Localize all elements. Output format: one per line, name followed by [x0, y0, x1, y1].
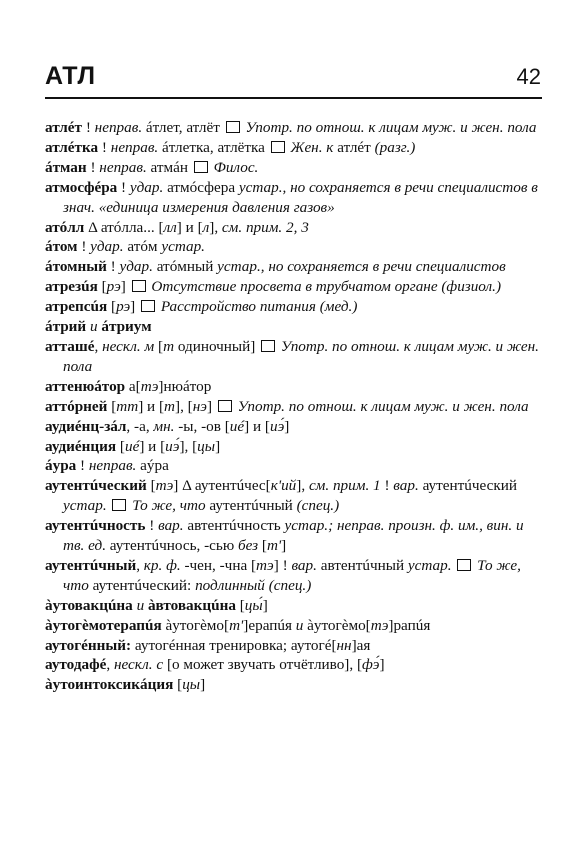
- usage-note: устар.: [63, 497, 107, 515]
- entry-text: ]: [200, 676, 206, 694]
- entry-text: атóмный: [152, 258, 218, 276]
- entry-text: ]нюáтор: [158, 377, 212, 395]
- dictionary-entry: [45, 218, 542, 238]
- usage-note: т: [163, 337, 175, 355]
- usage-note: без: [237, 537, 259, 555]
- headword: атмосфéра: [45, 178, 118, 196]
- usage-note: нэ: [192, 397, 207, 415]
- usage-note: устар.; неправ. произн. ф. им., вин. и тв. ед.: [63, 517, 524, 555]
- dictionary-entry: [45, 397, 542, 417]
- entry-text: [: [154, 337, 164, 355]
- entry-text: ]: [379, 656, 385, 674]
- headword-variant: àвтовакцúна: [147, 596, 236, 614]
- entry-text: [: [116, 437, 125, 455]
- entry-text: ] и [: [176, 218, 203, 236]
- entry-text: !: [380, 477, 394, 495]
- headword: атрепсúя: [45, 298, 108, 316]
- usage-note: Жен. к: [286, 138, 338, 156]
- headword: àутогèмотерапúя: [45, 616, 162, 634]
- usage-note: л: [202, 218, 210, 236]
- usage-note: Расстройство питания (мед.): [157, 298, 358, 316]
- entry-text: ], [: [179, 437, 198, 455]
- entry-text: ],: [209, 218, 222, 236]
- dictionary-entry: [45, 237, 542, 257]
- headword: атлéт: [45, 119, 83, 136]
- usage-note: фэ́: [362, 656, 380, 674]
- entry-text: атмóсфера: [163, 178, 239, 196]
- headword: атлéтка: [45, 138, 99, 156]
- usage-note: неправ.: [110, 138, 159, 156]
- usage-note: тэ: [155, 477, 174, 495]
- definition-marker-icon: [112, 499, 126, 511]
- entry-text: аутентúчный: [209, 497, 293, 515]
- dictionary-entry: [45, 297, 542, 317]
- headword: атрезúя: [45, 278, 98, 296]
- entry-text: атмáн: [146, 158, 192, 176]
- headword: áтман: [45, 158, 87, 176]
- headword: àутоинтоксикáция: [45, 676, 174, 694]
- entry-text: ]: [206, 397, 216, 415]
- usage-note: неправ.: [99, 158, 147, 176]
- dictionary-entry: [45, 596, 542, 616]
- entry-text: ,: [94, 337, 103, 355]
- usage-note: тэ: [370, 616, 389, 634]
- entry-text: а[: [125, 377, 141, 395]
- entry-text: [: [97, 278, 107, 296]
- dictionary-entry: [45, 456, 542, 476]
- entry-text: , -а,: [126, 417, 154, 435]
- headword: аудиéнция: [45, 437, 117, 455]
- dictionary-entry: [45, 118, 542, 138]
- definition-marker-icon: [218, 400, 232, 412]
- entry-text: ,: [136, 556, 144, 574]
- entry-text: аутентúческий:: [92, 576, 196, 594]
- usage-note: (спец.): [292, 497, 340, 515]
- headword: аутентúческий: [45, 477, 147, 495]
- usage-note: То же, что: [128, 497, 210, 515]
- usage-note: Филос.: [209, 158, 259, 176]
- dictionary-entry: [45, 556, 542, 596]
- usage-note: цы: [182, 676, 201, 694]
- entry-text: автентúчность: [183, 517, 285, 535]
- entry-text: [: [107, 298, 117, 316]
- dictionary-entry: [45, 636, 542, 656]
- entry-text: [: [146, 477, 156, 495]
- definition-marker-icon: [132, 280, 146, 292]
- usage-note: и: [86, 318, 102, 336]
- usage-note: цы́: [244, 596, 263, 614]
- dictionary-entry: [45, 437, 542, 457]
- dictionary-entry: [45, 337, 542, 377]
- usage-note: нн: [336, 636, 352, 654]
- usage-note: мн.: [153, 417, 175, 435]
- entry-text: àутогèмо[: [303, 616, 371, 634]
- usage-note: удар.: [129, 178, 164, 196]
- usage-note: неправ.: [88, 457, 137, 475]
- dictionary-entry: [45, 516, 542, 556]
- dictionary-entry: [45, 675, 542, 695]
- header-divider: [45, 97, 542, 99]
- entry-text: àутогèмо[: [161, 616, 230, 634]
- usage-note: То же, что: [63, 556, 521, 594]
- header-guide-word: АТЛ: [45, 62, 96, 90]
- usage-note: иé: [229, 417, 245, 435]
- headword: аттенюáтор: [45, 377, 126, 395]
- definition-marker-icon: [141, 300, 155, 312]
- usage-note: устар., но сохраняется в речи специалистов: [217, 258, 506, 276]
- definition-marker-icon: [226, 121, 240, 133]
- entry-text: атóм: [123, 238, 162, 256]
- definition-marker-icon: [457, 559, 471, 571]
- usage-note: нескл. м: [102, 337, 155, 355]
- definition-marker-icon: [261, 340, 275, 352]
- headword-variant: áтриум: [101, 318, 152, 336]
- headword: áура: [45, 457, 77, 475]
- entry-text: ] и [: [139, 437, 166, 455]
- usage-note: иé: [124, 437, 140, 455]
- entry-text: !: [106, 258, 120, 276]
- usage-note: удар.: [119, 258, 153, 276]
- usage-note: устар.: [161, 238, 205, 256]
- entry-text: аутентúческий: [418, 477, 518, 495]
- usage-note: тэ: [140, 377, 159, 395]
- page-number: 42: [516, 64, 541, 89]
- dictionary-entry: [45, 138, 542, 158]
- entry-text: аýра: [136, 457, 169, 475]
- entry-text: ,: [106, 656, 114, 674]
- headword: аутогéнный:: [45, 636, 132, 654]
- usage-note: т: [164, 397, 176, 415]
- headword: àутовакцúна: [45, 596, 133, 614]
- usage-note: и: [132, 596, 148, 614]
- entry-text: ]: [284, 417, 290, 435]
- headword: аутентúчный: [45, 556, 137, 574]
- entry-text: атлéт: [337, 138, 371, 156]
- usage-note: подлинный (спец.): [195, 576, 312, 594]
- usage-note: кр. ф.: [143, 556, 181, 574]
- usage-note: удар.: [90, 238, 124, 256]
- headword: атташé: [45, 337, 95, 355]
- entry-text: !: [77, 238, 91, 256]
- usage-note: лл: [163, 218, 177, 236]
- headword: аудиéнц-зáл: [45, 417, 127, 435]
- entry-text: !: [82, 119, 95, 136]
- dictionary-entry: [45, 655, 542, 675]
- usage-note: тт: [116, 397, 139, 415]
- headword: áтрий: [45, 318, 87, 336]
- headword: атóлл: [45, 218, 85, 236]
- usage-note: и: [295, 616, 304, 634]
- usage-note: (разг.): [370, 138, 416, 156]
- dictionary-entry: [45, 476, 542, 516]
- entry-text: [: [235, 596, 245, 614]
- usage-note: вар.: [158, 517, 184, 535]
- headword: аттóрней: [45, 397, 108, 415]
- entry-text: [: [173, 676, 183, 694]
- headword: áтом: [45, 238, 78, 256]
- running-header: [45, 62, 541, 96]
- usage-note: вар.: [393, 477, 419, 495]
- usage-note: т': [266, 537, 282, 555]
- definition-marker-icon: [271, 141, 285, 153]
- usage-note: т': [229, 616, 244, 634]
- entry-text: ]: [281, 537, 287, 555]
- entry-text: [452, 557, 456, 574]
- entry-text: ]: [130, 298, 140, 316]
- entry-text: ]: [262, 596, 268, 614]
- entry-text: Δ атóлла... [: [84, 218, 164, 236]
- usage-note: нескл. с: [113, 656, 164, 674]
- dictionary-entry: [45, 317, 542, 337]
- usage-note: цы: [197, 437, 216, 455]
- usage-note: Отсутствие просвета в трубчатом органе (физиол.): [147, 278, 502, 296]
- usage-note: см. прим. 2, 3: [221, 218, 309, 236]
- usage-note: устар., но сохраняется в речи специалистов в знач. «единица измерения давления газов»: [63, 178, 538, 216]
- headword: áтомный: [45, 258, 107, 276]
- entry-text: ]ая: [351, 636, 371, 654]
- entry-text: [: [258, 537, 267, 555]
- entry-text: ]: [215, 437, 221, 455]
- entry-text: -чен, -чна [: [180, 556, 257, 574]
- entry-text: ] и [: [244, 417, 270, 435]
- entry-text: [о может звучать отчётливо], [: [163, 656, 363, 674]
- usage-note: Употр. по отнош. к лицам муж. и жен. пола: [63, 337, 539, 375]
- dictionary-entry: [45, 377, 542, 397]
- entry-text: áтлет, атлёт: [142, 119, 224, 136]
- headword: аутодафé: [45, 656, 107, 674]
- usage-note: Употр. по отнош. к лицам муж. и жен. пола: [241, 119, 537, 136]
- usage-note: иэ́: [269, 417, 285, 435]
- entry-text: ], [: [175, 397, 193, 415]
- entry-text: ] !: [273, 556, 292, 574]
- entry-text: аутогéнная тренировка; аутогé[: [131, 636, 337, 654]
- usage-note: рэ: [116, 298, 131, 316]
- entry-text: ] и [: [138, 397, 165, 415]
- usage-note: иэ́: [165, 437, 180, 455]
- entry-text: !: [98, 138, 111, 156]
- usage-note: см. прим. 1: [308, 477, 381, 495]
- headword: аутентúчность: [45, 517, 146, 535]
- dictionary-entry: [45, 257, 542, 277]
- entry-text: ]ерапúя: [243, 616, 296, 634]
- entry-text: [107, 497, 111, 514]
- entry-text: автентúчный: [316, 556, 408, 574]
- usage-note: устар.: [407, 556, 452, 574]
- entry-text: аутентúчнось, -сью: [106, 537, 238, 555]
- dictionary-entry: [45, 277, 542, 297]
- dictionary-entry: [45, 616, 542, 636]
- entry-text: ]рапúя: [388, 616, 431, 634]
- entry-text: -ы, -ов [: [174, 417, 230, 435]
- entry-text: одиночный]: [174, 337, 260, 355]
- dictionary-entry: [45, 178, 542, 218]
- entry-text: !: [76, 457, 89, 475]
- usage-note: Употр. по отнош. к лицам муж. и жен. пола: [233, 397, 529, 415]
- dictionary-entry: [45, 158, 542, 178]
- entry-text: ] Δ аутентúчес[: [173, 477, 271, 495]
- dictionary-entry: [45, 417, 542, 437]
- usage-note: неправ.: [94, 119, 143, 136]
- usage-note: рэ: [106, 278, 121, 296]
- dictionary-entries: [45, 118, 542, 695]
- entry-text: ]: [120, 278, 130, 296]
- entry-text: áтлетка, атлётка: [158, 138, 269, 156]
- entry-text: !: [117, 178, 130, 196]
- usage-note: к'ий: [270, 477, 297, 495]
- entry-text: [: [107, 397, 117, 415]
- entry-text: !: [145, 517, 159, 535]
- entry-text: !: [86, 158, 100, 176]
- usage-note: тэ: [256, 556, 274, 574]
- usage-note: вар.: [291, 556, 317, 574]
- definition-marker-icon: [194, 161, 208, 173]
- entry-text: ],: [296, 477, 309, 495]
